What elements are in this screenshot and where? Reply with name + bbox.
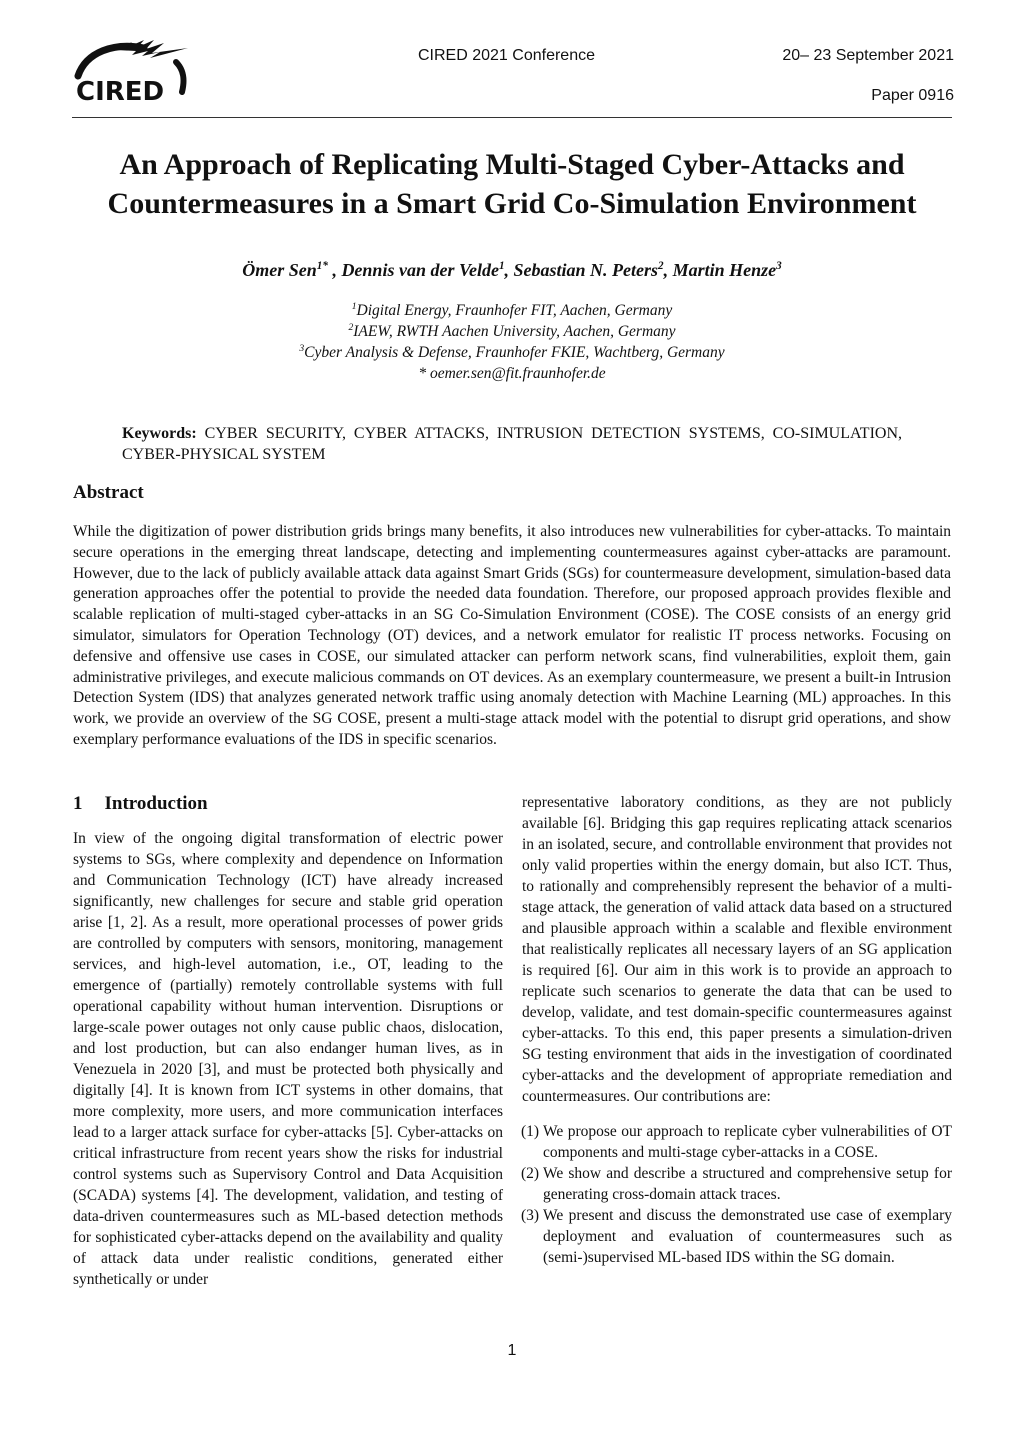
logo-text: CIRED bbox=[76, 77, 165, 106]
author-name: Martin Henze bbox=[672, 260, 777, 280]
cired-logo bbox=[72, 40, 188, 106]
intro-right-column bbox=[522, 792, 952, 1268]
abstract-text: While the digitization of power distribution grids brings many benefits, it also introduces new vulnerabilities for cyber-attacks. To maintain secure operations in the emerging threat landscape, detecting and implementing countermeasures against cyber-attacks are paramount. However, due to the lack of publicly available attack data against Smart Grids (SGs) for countermeasure development, simulation-based data generation approaches offer the potential to provide the needed data foundation. Therefore, our proposed approach provides flexible and scalable replication of multi-staged cyber-attacks in an SG Co-Simulation Environment (COSE). The COSE consists of an energy grid simulator, simulators for Operation Technology (OT) devices, and a network emulator for realistic IT process networks. Focusing on defensive and offensive use cases in COSE, our simulated attacker can perform network scans, find vulnerabilities, exploit them, gain administrative privileges, and execute malicious commands on OT devices. As an exemplary countermeasure, we present a built-in Intrusion Detection System (IDS) that analyzes generated network traffic using anomaly detection with Machine Learning (ML) approaches. In this work, we provide an overview of the SG COSE, present a multi-stage attack model with the potential to disrupt grid operations, and show exemplary performance evaluations of the IDS in specific scenarios. bbox=[73, 523, 951, 748]
author-separator: , bbox=[327, 260, 342, 280]
intro-left-column: In view of the ongoing digital transformation of electric power systems to SGs, where complexity and dependence on Information and Communication Technology (ICT) have already increased significantly, new challenges for secure and stable grid operation arise [1, 2]. As a result, more operational processes of power grids are controlled by computers with sensors, monitoring, management services, and high-level automation, i.e., OT, leading to the emergence of (partially) remotely controllable systems with full operational capability without human intervention. Disruptions or large-scale power outages not only cause public chaos, dislocation, and lost production, but can also endanger human lives, as in Venezuela in 2020 [3], and must be protected both physically and digitally [4]. It is known from ICT systems in other domains, that more complexity, more users, and more communication interfaces lead to a larger attack surface for cyber-attacks [5]. Cyber-attacks on critical infrastructure from recent years show the risks for industrial control systems such as Supervisory Control and Data Acquisition (SCADA) systems [4]. The development, validation, and testing of data-driven countermeasures such as ML-based detection methods for sophisticated cyber-attacks depend on the availability and quality of attack data under realistic conditions, generated either synthetically or under bbox=[73, 830, 503, 1288]
author-separator: , bbox=[663, 260, 673, 280]
affiliation-line bbox=[72, 300, 952, 321]
list-item-number: (3) bbox=[521, 1207, 540, 1224]
section-number: 1 bbox=[73, 793, 83, 814]
keywords bbox=[122, 423, 902, 465]
contact-email: * oemer.sen@fit.fraunhofer.de bbox=[418, 365, 606, 382]
paper-title: An Approach of Replicating Multi-Staged Cyber-Attacks and Countermeasures in a Smart Grid Co-Simulation Environment bbox=[107, 148, 917, 220]
section-title: Introduction bbox=[104, 793, 208, 814]
affil-mark: 3 bbox=[299, 342, 305, 354]
author-affil-mark: 2 bbox=[658, 260, 664, 272]
affiliation-line bbox=[72, 321, 952, 342]
list-item-text: We show and describe a structured and comprehensive setup for generating cross-domain attack traces. bbox=[543, 1165, 952, 1203]
affil-text: IAEW, RWTH Aachen University, Aachen, Germany bbox=[353, 323, 676, 340]
section-heading bbox=[73, 793, 208, 815]
affil-mark: 2 bbox=[348, 321, 354, 333]
conference-name: CIRED 2021 Conference bbox=[418, 47, 595, 64]
list-item-text: We present and discuss the demonstrated use case of exemplary deployment and evaluation of countermeasures such as (semi-)supervised ML-based IDS within the SG domain. bbox=[543, 1207, 952, 1266]
list-item-number: (2) bbox=[521, 1165, 540, 1182]
author-name: Sebastian N. Peters bbox=[513, 260, 659, 280]
affil-mark: 1 bbox=[351, 300, 357, 312]
author-name: Ömer Sen bbox=[242, 260, 317, 280]
conference-dates: 20– 23 September 2021 bbox=[782, 47, 954, 64]
list-item bbox=[522, 1163, 952, 1205]
affiliation-line bbox=[72, 342, 952, 363]
affiliations bbox=[72, 300, 952, 384]
contributions-list bbox=[522, 1121, 952, 1268]
author-name: Dennis van der Velde bbox=[341, 260, 499, 280]
intro-right-paragraph: representative laboratory conditions, as they are not publicly available [6]. Bridging this gap requires replicating attack scenarios in an isolated, secure, and controllable environment that provides not only valid properties within the energy domain, but also ICT. Thus, to rationally and comprehensibly represent the behavior of a multi-stage attack, the generation of valid attack data based on a structured and plausible approach within a scalable and flexible environment that realistically replicates all necessary layers of an SG application is required [6]. Our aim in this work is to provide an approach to replicate such scenarios to generate the data that can be used to develop, validate, and test domain-specific countermeasures against cyber-attacks. To this end, this paper presents a simulation-driven SG testing environment that aids in the investigation of coordinated cyber-attacks and the development of appropriate remediation and countermeasures. Our contributions are: bbox=[522, 794, 952, 1105]
list-item-number: (1) bbox=[521, 1123, 540, 1140]
author-affil-mark: 1 bbox=[498, 260, 505, 272]
paper-number: Paper 0916 bbox=[871, 87, 954, 104]
list-item bbox=[522, 1205, 952, 1268]
abstract-heading: Abstract bbox=[73, 482, 144, 503]
header-divider bbox=[72, 117, 952, 118]
author-affil-mark: 3 bbox=[776, 260, 782, 272]
list-item bbox=[522, 1121, 952, 1163]
keywords-text: CYBER SECURITY, CYBER ATTACKS, INTRUSION DETECTION SYSTEMS, CO-SIMULATION, CYBER-PHYSICAL SYSTEM bbox=[122, 425, 902, 463]
list-item-text: We propose our approach to replicate cyber vulnerabilities of OT components and multi-stage cyber-attacks in a COSE. bbox=[543, 1123, 952, 1161]
author-list bbox=[72, 258, 952, 282]
page-number: 1 bbox=[507, 1342, 517, 1359]
keywords-label: Keywords: bbox=[122, 425, 197, 442]
affil-text: Cyber Analysis & Defense, Fraunhofer FKIE, Wachtberg, Germany bbox=[304, 344, 725, 361]
author-affil-mark: 1* bbox=[316, 260, 328, 272]
affil-text: Digital Energy, Fraunhofer FIT, Aachen, Germany bbox=[356, 302, 673, 319]
page-header bbox=[0, 0, 1024, 120]
author-separator: , bbox=[504, 260, 514, 280]
